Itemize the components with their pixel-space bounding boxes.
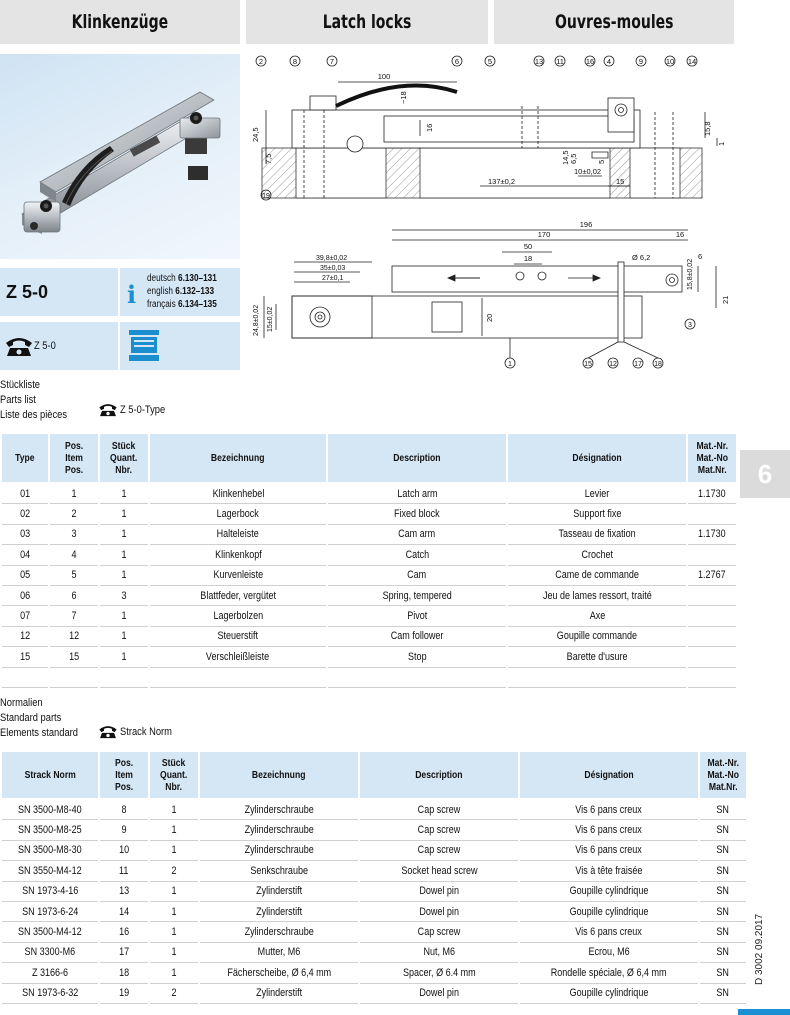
table-cell: 2 xyxy=(150,984,198,1004)
svg-text:18: 18 xyxy=(654,361,662,368)
product-photo xyxy=(0,54,240,259)
table-cell: Verschleißleiste xyxy=(150,647,326,667)
table-cell: SN xyxy=(700,943,746,963)
svg-text:10±0,02: 10±0,02 xyxy=(574,167,602,176)
table-row xyxy=(2,525,736,545)
table-cell: 03 xyxy=(2,525,48,545)
info-icon: i xyxy=(127,280,137,309)
svg-text:100: 100 xyxy=(377,72,391,81)
table-cell: Socket head screw xyxy=(360,861,518,881)
table-cell: 01 xyxy=(2,484,48,504)
table-cell: Levier xyxy=(508,484,686,504)
table-cell: 13 xyxy=(100,882,148,902)
table-cell: 19 xyxy=(100,984,148,1004)
table-cell: Vis 6 pans creux xyxy=(520,922,698,942)
table-cell: SN 3500-M8-40 xyxy=(2,800,98,820)
table-row xyxy=(2,627,736,647)
table-cell: Goupille cylindrique xyxy=(520,882,698,902)
standard-parts-phone: Strack Norm xyxy=(98,724,181,739)
table-cell: SN 3500-M4-12 xyxy=(2,922,98,942)
table-cell: SN 3500-M8-30 xyxy=(2,841,98,861)
svg-text:14: 14 xyxy=(687,57,697,66)
svg-text:15: 15 xyxy=(616,177,625,186)
table-cell: 1 xyxy=(150,882,198,902)
table-row xyxy=(2,545,736,565)
svg-text:5: 5 xyxy=(487,57,493,66)
table-cell: 1 xyxy=(150,800,198,820)
table-cell xyxy=(100,668,148,688)
table-cell: Kurvenleiste xyxy=(150,566,326,586)
table-row xyxy=(2,841,746,861)
table-cell xyxy=(688,504,736,524)
svg-text:17: 17 xyxy=(634,361,642,368)
table-cell: Crochet xyxy=(508,545,686,565)
svg-text:3: 3 xyxy=(688,322,692,329)
callout-row-top xyxy=(256,56,697,66)
info-line-fr: français 6.134–135 xyxy=(147,299,217,310)
table-cell xyxy=(688,627,736,647)
col-strack-norm: Strack Norm xyxy=(2,752,98,800)
svg-text:196: 196 xyxy=(579,220,593,229)
svg-text:1: 1 xyxy=(717,141,726,146)
table-cell: Vis 6 pans creux xyxy=(520,820,698,840)
table-cell: 02 xyxy=(2,504,48,524)
table-cell: Came de commande xyxy=(508,566,686,586)
info-line-de: deutsch 6.130–131 xyxy=(147,273,217,284)
table-cell: Fixed block xyxy=(328,504,506,524)
svg-text:21: 21 xyxy=(721,295,730,304)
table-cell xyxy=(688,647,736,667)
table-cell: Z 3166-6 xyxy=(2,963,98,983)
svg-text:7: 7 xyxy=(329,57,335,66)
table-cell: Nut, M6 xyxy=(360,943,518,963)
table-cell: Axe xyxy=(508,606,686,626)
table-cell: Pivot xyxy=(328,606,506,626)
table-cell: Blattfeder, vergütet xyxy=(150,586,326,606)
table-cell: 1 xyxy=(100,504,148,524)
svg-text:13: 13 xyxy=(534,57,544,66)
table-cell: SN xyxy=(700,820,746,840)
table-cell: 6 xyxy=(50,586,98,606)
table-cell: 1.1730 xyxy=(688,484,736,504)
svg-text:2: 2 xyxy=(258,57,264,66)
table-row xyxy=(2,586,736,606)
parts-list-phone: Z 5-0-Type xyxy=(98,402,173,417)
table-cell: Klinkenhebel xyxy=(150,484,326,504)
table-cell: Cam follower xyxy=(328,627,506,647)
table-cell: 3 xyxy=(100,586,148,606)
svg-text:4: 4 xyxy=(606,57,612,66)
table-cell: Vis 6 pans creux xyxy=(520,800,698,820)
svg-text:19: 19 xyxy=(262,193,270,200)
table-cell xyxy=(688,668,736,688)
table-cell: 5 xyxy=(50,566,98,586)
svg-text:6,5: 6,5 xyxy=(569,153,578,164)
table-cell: 14 xyxy=(100,902,148,922)
table-cell: 3 xyxy=(50,525,98,545)
svg-text:16: 16 xyxy=(425,123,434,132)
table-cell: SN xyxy=(700,841,746,861)
table-cell: 1 xyxy=(100,566,148,586)
table-row xyxy=(2,668,736,688)
table-cell: Latch arm xyxy=(328,484,506,504)
technical-drawing xyxy=(252,52,732,370)
svg-text:5: 5 xyxy=(597,159,606,164)
col-bezeichnung: Bezeichnung xyxy=(200,752,358,800)
svg-text:27±0,1: 27±0,1 xyxy=(322,275,344,282)
col-qty: Stück Quant. Nbr. xyxy=(100,434,148,484)
table-cell: SN xyxy=(700,984,746,1004)
svg-text:Ø 6,2: Ø 6,2 xyxy=(632,253,651,262)
svg-text:18: 18 xyxy=(523,254,533,263)
mould-icon xyxy=(120,322,240,370)
col-bezeichnung: Bezeichnung xyxy=(150,434,326,484)
table-cell: SN 1973-6-24 xyxy=(2,902,98,922)
phone-order-label: Z 5-0 xyxy=(34,340,56,352)
phone-icon xyxy=(98,724,118,739)
table-cell: 1 xyxy=(100,525,148,545)
table-row xyxy=(2,943,746,963)
table-cell: Zylinderstift xyxy=(200,882,358,902)
table-cell: Cam xyxy=(328,566,506,586)
phone-order-box xyxy=(0,322,118,370)
table-cell: 1 xyxy=(150,820,198,840)
svg-text:15,8±0,02: 15,8±0,02 xyxy=(687,258,694,290)
mould-icon-box xyxy=(120,322,240,370)
table-row xyxy=(2,820,746,840)
svg-text:11: 11 xyxy=(556,57,564,66)
table-cell: 1 xyxy=(150,922,198,942)
table-cell: 4 xyxy=(50,545,98,565)
table-cell: Tasseau de fixation xyxy=(508,525,686,545)
table-cell: 06 xyxy=(2,586,48,606)
table-cell xyxy=(50,668,98,688)
table-cell: Cap screw xyxy=(360,922,518,942)
phone-icon xyxy=(4,335,34,357)
table-row xyxy=(2,984,746,1004)
col-pos: Pos. Item Pos. xyxy=(100,752,148,800)
table-cell: Stop xyxy=(328,647,506,667)
table-cell: Fächerscheibe, Ø 6,4 mm xyxy=(200,963,358,983)
table-row xyxy=(2,647,736,667)
table-cell: 10 xyxy=(100,841,148,861)
table-cell: Vis 6 pans creux xyxy=(520,841,698,861)
svg-text:6: 6 xyxy=(454,57,460,66)
table-cell: 05 xyxy=(2,566,48,586)
svg-text:24,5: 24,5 xyxy=(251,127,260,142)
table-row xyxy=(2,922,746,942)
table-cell: Spacer, Ø 6.4 mm xyxy=(360,963,518,983)
table-cell: 1 xyxy=(150,841,198,861)
svg-text:~18: ~18 xyxy=(399,91,408,104)
table-cell: 18 xyxy=(100,963,148,983)
col-description: Description xyxy=(328,434,506,484)
table-cell: Catch xyxy=(328,545,506,565)
svg-text:8: 8 xyxy=(292,57,298,66)
table-cell xyxy=(688,606,736,626)
table-cell: 12 xyxy=(2,627,48,647)
table-cell xyxy=(508,668,686,688)
table-cell: 1 xyxy=(150,963,198,983)
table-cell: SN 3500-M8-25 xyxy=(2,820,98,840)
col-description: Description xyxy=(360,752,518,800)
table-cell: 1 xyxy=(50,484,98,504)
table-cell: 2 xyxy=(150,861,198,881)
info-line-en: english 6.132–133 xyxy=(147,286,215,297)
standard-parts-label: Normalien Standard parts Elements standard xyxy=(0,697,78,739)
table-cell: 15 xyxy=(50,647,98,667)
chapter-tab: 6 xyxy=(740,450,790,498)
table-cell: SN 3550-M4-12 xyxy=(2,861,98,881)
table-cell: Zylinderstift xyxy=(200,984,358,1004)
col-pos: Pos. Item Pos. xyxy=(50,434,98,484)
table-cell: 04 xyxy=(2,545,48,565)
table-cell: Klinkenkopf xyxy=(150,545,326,565)
table-cell: Dowel pin xyxy=(360,984,518,1004)
table-row xyxy=(2,566,736,586)
table-cell: Cap screw xyxy=(360,800,518,820)
table-cell xyxy=(688,545,736,565)
table-cell: Ecrou, M6 xyxy=(520,943,698,963)
table-cell: Cap screw xyxy=(360,820,518,840)
svg-text:24,8±0,02: 24,8±0,02 xyxy=(253,304,260,336)
col-type: Type xyxy=(2,434,48,484)
table-cell: Rondelle spéciale, Ø 6,4 mm xyxy=(520,963,698,983)
col-designation: Désignation xyxy=(520,752,698,800)
svg-text:35±0,03: 35±0,03 xyxy=(320,265,346,272)
svg-text:7,5: 7,5 xyxy=(264,153,273,164)
table-cell: Zylinderschraube xyxy=(200,922,358,942)
svg-text:10: 10 xyxy=(665,57,675,66)
table-cell: 17 xyxy=(100,943,148,963)
header-en: Latch locks xyxy=(246,0,488,44)
table-cell xyxy=(2,668,48,688)
col-material: Mat.-Nr. Mat.-No Mat.Nr. xyxy=(700,752,746,800)
col-qty: Stück Quant. Nbr. xyxy=(150,752,198,800)
table-cell: Dowel pin xyxy=(360,902,518,922)
table-cell: 1 xyxy=(100,647,148,667)
svg-text:16: 16 xyxy=(585,57,595,66)
svg-text:20: 20 xyxy=(485,313,494,322)
table-cell: Support fixe xyxy=(508,504,686,524)
bottom-accent-bar xyxy=(738,1009,790,1015)
svg-text:15,8: 15,8 xyxy=(703,121,712,136)
table-cell: Zylinderschraube xyxy=(200,820,358,840)
table-cell: Spring, tempered xyxy=(328,586,506,606)
table-cell: SN xyxy=(700,882,746,902)
table-cell: SN xyxy=(700,800,746,820)
table-cell: 8 xyxy=(100,800,148,820)
svg-text:14,5: 14,5 xyxy=(561,150,570,165)
table-cell: Vis à tête fraisée xyxy=(520,861,698,881)
table-cell: Goupille commande xyxy=(508,627,686,647)
svg-text:1: 1 xyxy=(508,361,512,368)
table-cell: Barette d'usure xyxy=(508,647,686,667)
table-row xyxy=(2,800,746,820)
table-cell: SN 1973-6-32 xyxy=(2,984,98,1004)
table-cell: Mutter, M6 xyxy=(200,943,358,963)
svg-text:12: 12 xyxy=(609,361,617,368)
table-cell: Zylinderstift xyxy=(200,902,358,922)
table-cell: 11 xyxy=(100,861,148,881)
table-cell: 9 xyxy=(100,820,148,840)
table-row xyxy=(2,882,746,902)
svg-text:39,8±0,02: 39,8±0,02 xyxy=(316,255,348,262)
table-cell: 1 xyxy=(100,606,148,626)
svg-text:16: 16 xyxy=(675,230,685,239)
table-row xyxy=(2,861,746,881)
table-cell: 2 xyxy=(50,504,98,524)
table-cell: Dowel pin xyxy=(360,882,518,902)
table-cell: Goupille cylindrique xyxy=(520,902,698,922)
table-cell: SN xyxy=(700,902,746,922)
catalog-reference xyxy=(120,268,240,316)
table-cell: Halteleiste xyxy=(150,525,326,545)
table-row xyxy=(2,963,746,983)
table-row xyxy=(2,902,746,922)
table-cell: 1.2767 xyxy=(688,566,736,586)
table-cell: 15 xyxy=(2,647,48,667)
table-cell: Lagerbolzen xyxy=(150,606,326,626)
header-de: Klinkenzüge xyxy=(0,0,240,44)
table-cell: Lagerbock xyxy=(150,504,326,524)
table-cell: 12 xyxy=(50,627,98,647)
svg-text:6: 6 xyxy=(698,252,703,261)
table-cell xyxy=(150,668,326,688)
table-cell: Steuerstift xyxy=(150,627,326,647)
col-material: Mat.-Nr. Mat.-No Mat.Nr. xyxy=(688,434,736,484)
table-cell: Senkschraube xyxy=(200,861,358,881)
table-row xyxy=(2,606,736,626)
parts-list-label: Stückliste Parts list Liste des pièces xyxy=(0,379,68,421)
table-cell: SN 3300-M6 xyxy=(2,943,98,963)
table-cell xyxy=(688,586,736,606)
header-fr: Ouvres-moules xyxy=(494,0,734,44)
table-cell: Jeu de lames ressort, traité xyxy=(508,586,686,606)
table-cell: 1 xyxy=(100,627,148,647)
svg-text:9: 9 xyxy=(638,57,644,66)
table-row xyxy=(2,484,736,504)
table-row xyxy=(2,504,736,524)
table-cell: 1 xyxy=(150,943,198,963)
svg-text:137±0,2: 137±0,2 xyxy=(488,177,516,186)
table-cell: Goupille cylindrique xyxy=(520,984,698,1004)
table-cell: SN 1973-4-16 xyxy=(2,882,98,902)
svg-text:15: 15 xyxy=(584,361,592,368)
document-code: D 3002 09.2017 xyxy=(754,913,765,985)
standard-parts-table xyxy=(0,752,748,1004)
table-cell: SN xyxy=(700,861,746,881)
product-code: Z 5-0 xyxy=(0,268,118,316)
phone-icon xyxy=(98,402,118,417)
table-cell: 1.1730 xyxy=(688,525,736,545)
table-cell: 1 xyxy=(100,545,148,565)
table-cell: SN xyxy=(700,922,746,942)
table-cell xyxy=(328,668,506,688)
svg-text:50: 50 xyxy=(523,242,533,251)
table-cell: 1 xyxy=(100,484,148,504)
table-cell: SN xyxy=(700,963,746,983)
table-cell: 07 xyxy=(2,606,48,626)
table-cell: Cap screw xyxy=(360,841,518,861)
table-cell: 16 xyxy=(100,922,148,942)
table-cell: 7 xyxy=(50,606,98,626)
table-cell: Cam arm xyxy=(328,525,506,545)
col-designation: Désignation xyxy=(508,434,686,484)
parts-list-table xyxy=(0,434,738,688)
svg-text:15±0,02: 15±0,02 xyxy=(267,306,274,332)
svg-text:170: 170 xyxy=(537,230,551,239)
table-cell: Zylinderschraube xyxy=(200,841,358,861)
table-cell: Zylinderschraube xyxy=(200,800,358,820)
table-cell: 1 xyxy=(150,902,198,922)
